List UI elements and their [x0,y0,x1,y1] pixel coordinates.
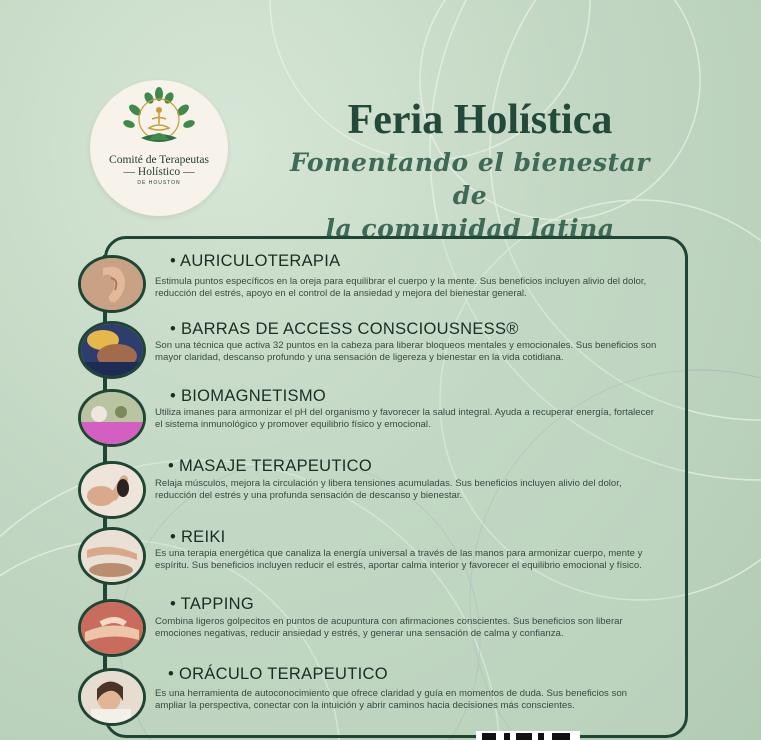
item-desc-oraculo: Es una herramienta de autoconocimiento que ofrece claridad y guía en momentos de duda. Sus beneficios son ampliar la perspectiva, conectar con la intuición y abrir caminos hacia decisiones más conscientes. [155,688,627,711]
qr-code [476,731,580,740]
item-title-masaje: • MASAJE TERAPEUTICO [168,457,373,475]
massage-photo [78,461,146,519]
item-desc-reiki: Es una terapia energética que canaliza la energía universal a través de las manos para armonizar cuerpo, mente y espíritu. Sus beneficios incluyen reducir el estrés, aportar calma interior y favorecer el equilibrio emocional y físico. [155,548,643,571]
oracle-photo [78,668,146,726]
logo-text-line2-word: Holístico [137,166,181,178]
item-desc-barras: Son una técnica que activa 32 puntos en la cabeza para liberar bloqueos mentales y emocionales. Sus beneficios son mayor claridad, descanso profundo y una sensación de ligereza y bienestar en la vida cotidiana. [155,340,657,363]
page-subtitle [270,146,670,245]
reiki-photo [78,527,146,585]
subtitle-line2: la comunidad latina [325,214,615,243]
logo-text-line2: — Holístico — [123,166,195,178]
tapping-photo [78,599,146,657]
item-desc-masaje: Relaja músculos, mejora la circulación y libera tensiones acumuladas. Sus beneficios incluyen alivio del dolor, reducción del estrés y una profunda sensación de descanso y bienestar. [155,478,622,501]
head-touch-photo [78,321,146,379]
magnets-photo [78,389,146,447]
item-title-tapping: • TAPPING [170,595,254,613]
subtitle-line1: Fomentando el bienestar de [290,148,650,210]
item-desc-auriculoterapia: Estimula puntos específicos en la oreja para equilibrar el cuerpo y la mente. Sus beneficios incluyen alivio del dolor, reducción del estrés, apoyo en el control de la ansiedad y mejora del bienestar general. [155,276,647,299]
item-desc-biomagnetismo: Utiliza imanes para armonizar el pH del organismo y favorecer la salud integral. Ayuda a recuperar energía, fortalecer el sistema inmunológico y promover equilibrio físico y emocional. [155,407,654,430]
lotus-meditation-icon [119,86,199,152]
item-title-biomagnetismo: • BIOMAGNETISMO [170,387,327,405]
logo-text-line1: Comité de Terapeutas [109,154,209,166]
committee-logo [90,80,228,216]
item-title-oraculo: • ORÁCULO TERAPEUTICO [168,665,388,683]
ear-photo [78,255,146,313]
item-title-reiki: • REIKI [170,528,226,546]
item-title-auriculoterapia: • AURICULOTERAPIA [170,252,341,270]
item-desc-tapping: Combina ligeros golpecitos en puntos de acupuntura con afirmaciones conscientes. Sus beneficios son liberar emociones negativas, reducir ansiedad y estrés, y generar una sensación de calma y confianza. [155,616,623,639]
item-title-barras: • BARRAS DE ACCESS CONSCIOUSNESS® [170,320,519,338]
page-title: Feria Holística [347,97,613,143]
logo-text-line3: DE HOUSTON [137,180,181,186]
